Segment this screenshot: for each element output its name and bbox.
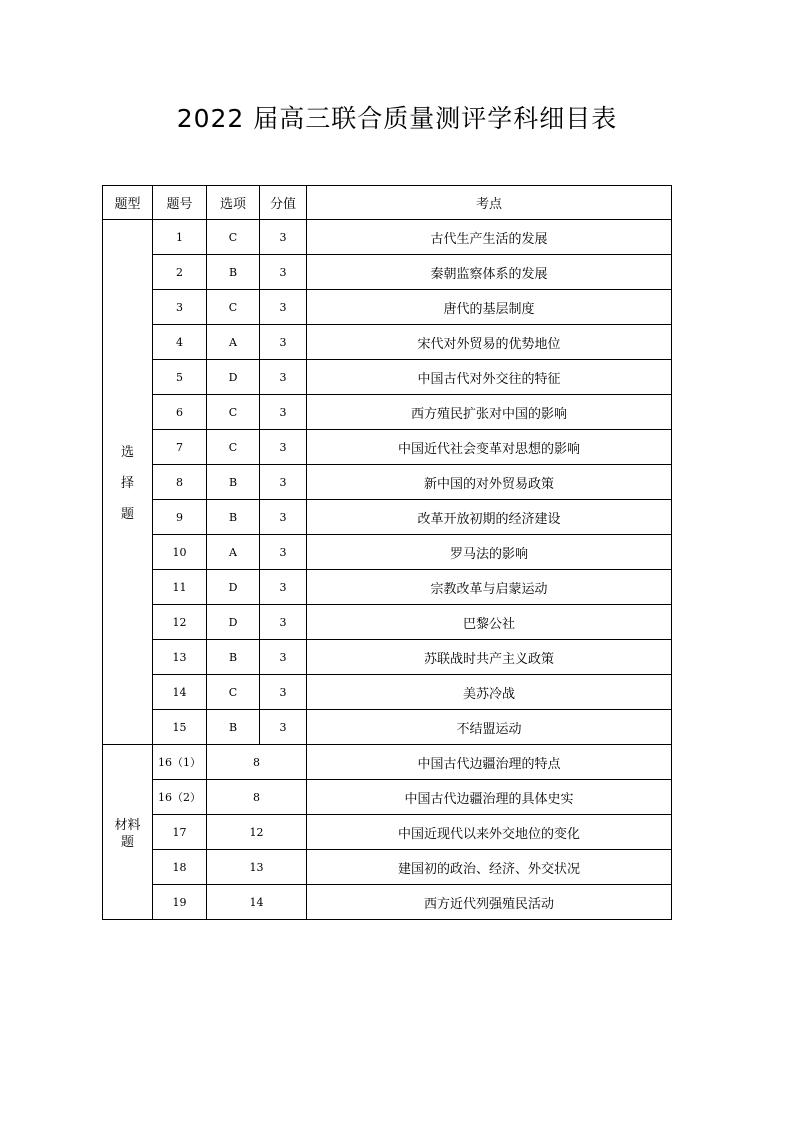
question-number: 6 [153,395,207,430]
answer-option: D [207,360,260,395]
question-number: 12 [153,605,207,640]
header-number: 题号 [153,186,207,220]
question-score: 12 [207,815,307,850]
answer-option: B [207,640,260,675]
question-score: 3 [260,220,307,255]
knowledge-point: 中国近现代以来外交地位的变化 [307,815,672,850]
table-row [103,745,672,780]
table-row [103,815,672,850]
category-line: 题 [120,835,134,850]
answer-option: C [207,675,260,710]
knowledge-point: 宋代对外贸易的优势地位 [307,325,672,360]
table-header-row [103,186,672,220]
question-score: 8 [207,745,307,780]
question-number: 5 [153,360,207,395]
category-char: 择 [120,475,134,491]
table-row [103,710,672,745]
category-char: 选 [120,444,134,460]
table-row [103,780,672,815]
table-row [103,360,672,395]
question-score: 3 [260,535,307,570]
table-row [103,675,672,710]
category-char: 题 [120,506,134,522]
category-choice-label [103,435,152,530]
table-row [103,535,672,570]
answer-option: B [207,710,260,745]
question-score: 3 [260,605,307,640]
subject-detail-table [102,185,672,920]
table-row [103,465,672,500]
knowledge-point: 中国近代社会变革对思想的影响 [307,430,672,465]
question-score: 3 [260,675,307,710]
knowledge-point: 秦朝监察体系的发展 [307,255,672,290]
question-number: 13 [153,640,207,675]
table-row [103,850,672,885]
table-row [103,605,672,640]
question-score: 3 [260,465,307,500]
knowledge-point: 中国古代边疆治理的具体史实 [307,780,672,815]
table-row [103,430,672,465]
question-score: 8 [207,780,307,815]
question-number: 7 [153,430,207,465]
question-number: 19 [153,885,207,920]
question-number: 16（2） [153,780,207,815]
question-number: 18 [153,850,207,885]
table-row [103,570,672,605]
question-number: 15 [153,710,207,745]
knowledge-point: 宗教改革与启蒙运动 [307,570,672,605]
table-row [103,640,672,675]
question-number: 16（1） [153,745,207,780]
question-number: 4 [153,325,207,360]
question-score: 14 [207,885,307,920]
question-score: 3 [260,500,307,535]
knowledge-point: 新中国的对外贸易政策 [307,465,672,500]
table-body [103,220,672,920]
knowledge-point: 美苏冷战 [307,675,672,710]
question-number: 9 [153,500,207,535]
header-score: 分值 [260,186,307,220]
question-score: 3 [260,430,307,465]
knowledge-point: 巴黎公社 [307,605,672,640]
question-score: 3 [260,290,307,325]
question-number: 17 [153,815,207,850]
category-line: 材料 [114,818,141,833]
knowledge-point: 苏联战时共产主义政策 [307,640,672,675]
question-number: 2 [153,255,207,290]
knowledge-point: 古代生产生活的发展 [307,220,672,255]
question-score: 3 [260,640,307,675]
answer-option: D [207,570,260,605]
answer-option: B [207,465,260,500]
table-row [103,395,672,430]
table-row [103,255,672,290]
question-score: 3 [260,360,307,395]
table-row [103,325,672,360]
question-number: 8 [153,465,207,500]
table-row [103,220,672,255]
knowledge-point: 中国古代边疆治理的特点 [307,745,672,780]
answer-option: C [207,290,260,325]
question-score: 3 [260,710,307,745]
knowledge-point: 中国古代对外交往的特征 [307,360,672,395]
question-score: 3 [260,570,307,605]
knowledge-point: 不结盟运动 [307,710,672,745]
question-number: 14 [153,675,207,710]
header-option: 选项 [207,186,260,220]
answer-option: A [207,325,260,360]
answer-option: B [207,255,260,290]
knowledge-point: 罗马法的影响 [307,535,672,570]
question-number: 1 [153,220,207,255]
answer-option: C [207,220,260,255]
category-material-label [103,813,152,851]
knowledge-point: 西方近代列强殖民活动 [307,885,672,920]
question-number: 11 [153,570,207,605]
knowledge-point: 建国初的政治、经济、外交状况 [307,850,672,885]
answer-option: B [207,500,260,535]
knowledge-point: 改革开放初期的经济建设 [307,500,672,535]
question-number: 3 [153,290,207,325]
knowledge-point: 西方殖民扩张对中国的影响 [307,395,672,430]
answer-option: D [207,605,260,640]
header-type: 题型 [103,186,153,220]
table-row [103,885,672,920]
question-score: 3 [260,395,307,430]
answer-option: A [207,535,260,570]
table-row [103,290,672,325]
question-number: 10 [153,535,207,570]
category-material-cell [103,745,153,920]
question-score: 3 [260,255,307,290]
page-title: 2022 届高三联合质量测评学科细目表 [176,104,618,133]
answer-option: C [207,395,260,430]
category-choice-cell [103,220,153,745]
knowledge-point: 唐代的基层制度 [307,290,672,325]
question-score: 3 [260,325,307,360]
table-row [103,500,672,535]
header-point: 考点 [307,186,672,220]
answer-option: C [207,430,260,465]
question-score: 13 [207,850,307,885]
